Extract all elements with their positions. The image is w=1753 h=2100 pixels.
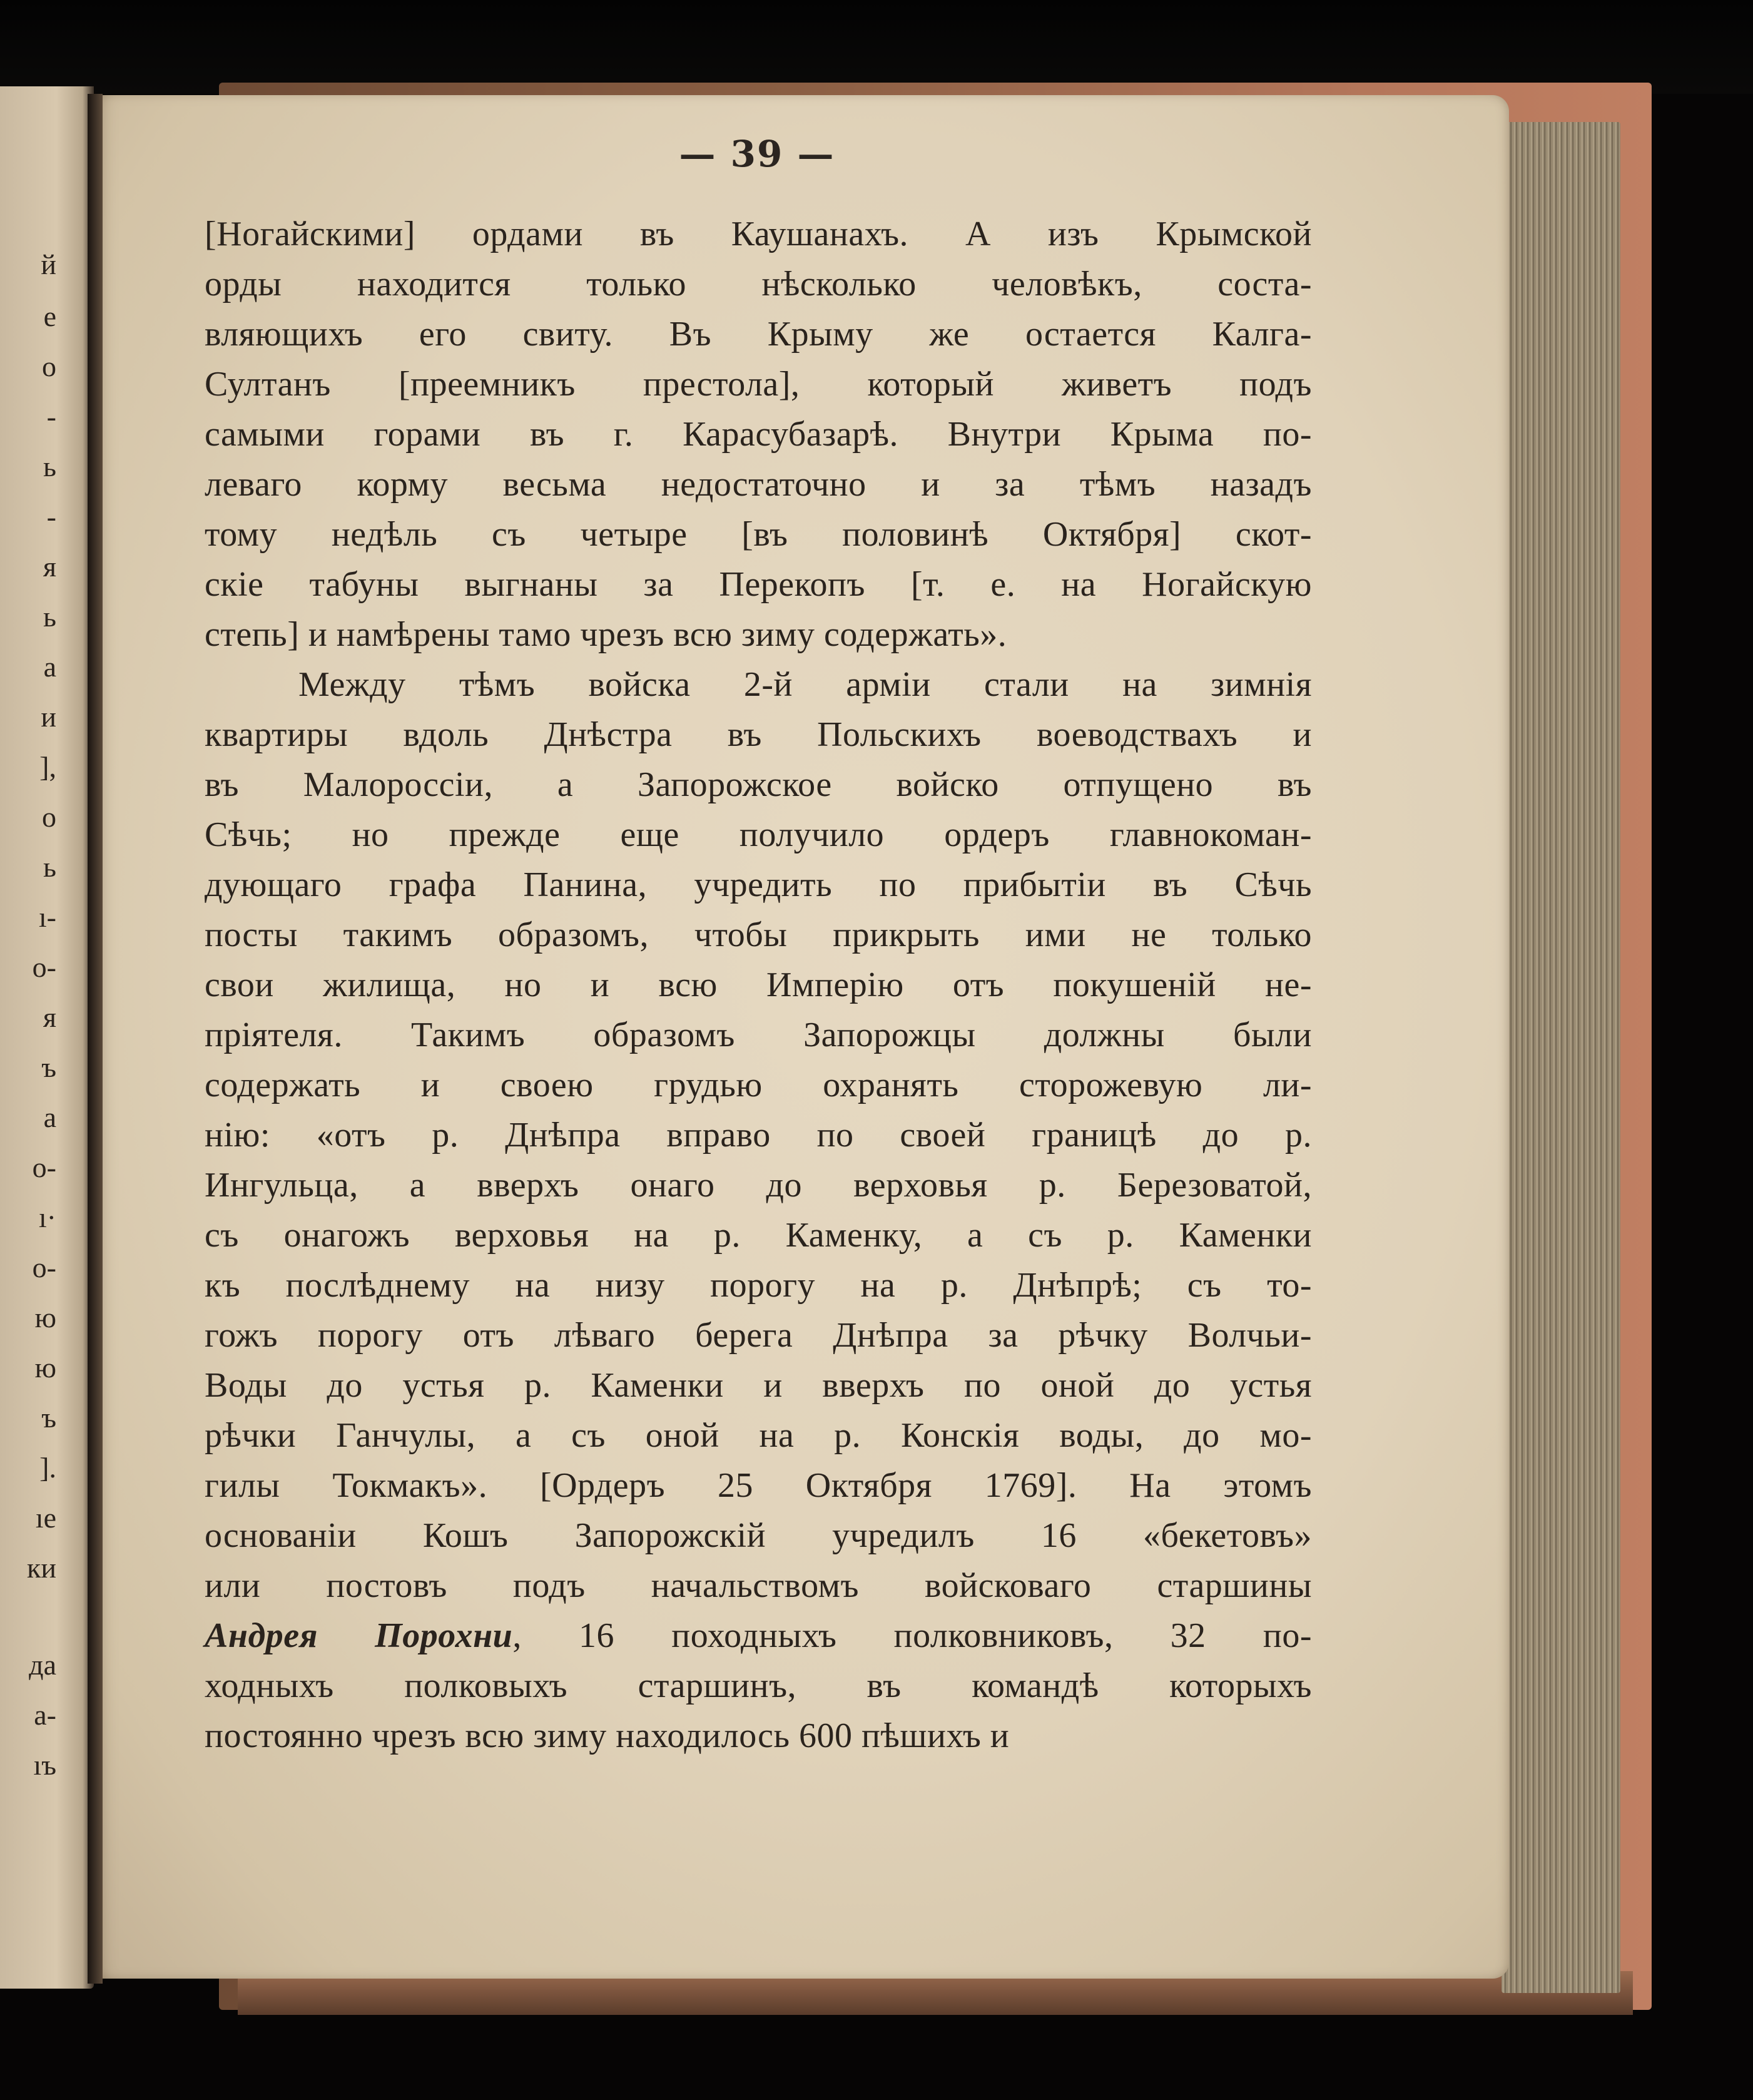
left-edge-char: ıъ	[33, 1749, 56, 1781]
person-name-italic: Андрея Порохни	[205, 1616, 513, 1655]
text-line: тому недѣль съ четыре [въ половинѣ Октября] скот-	[205, 515, 1312, 554]
left-edge-char: ı·	[38, 1201, 56, 1233]
left-edge-char: ю	[34, 1352, 56, 1384]
left-edge-char: -	[46, 501, 56, 533]
text-line: постоянно чрезъ всю зиму находилось 600 пѣшихъ и	[205, 1716, 1010, 1755]
left-edge-char: ю	[34, 1302, 56, 1333]
left-page-edge-text	[0, 86, 69, 1989]
text-line: самыми горами въ г. Карасубазарѣ. Внутри Крыма по-	[205, 415, 1312, 454]
text-line: гожъ порогу отъ лѣваго берега Днѣпра за рѣчку Волчьи-	[205, 1316, 1312, 1355]
left-edge-char: а-	[34, 1699, 56, 1731]
text-line: Султанъ [преемникъ престола], который живетъ подъ	[205, 365, 1312, 404]
text-line: Сѣчь; но прежде еще получило ордеръ главнокоман-	[205, 815, 1312, 854]
left-edge-char: я	[43, 1001, 56, 1033]
left-edge-char: ь	[43, 601, 56, 633]
dark-background	[0, 0, 1753, 94]
left-edge-char: я	[43, 551, 56, 583]
left-edge-char: е	[43, 300, 56, 332]
text-line: содержать и своею грудью охранять сторожевую ли-	[205, 1066, 1312, 1104]
text-line: Ингульца, а вверхъ онаго до верховья р. Березоватой,	[205, 1166, 1312, 1205]
page-number: — 39 —	[679, 133, 835, 175]
text-line: посты такимъ образомъ, чтобы прикрыть ими не только	[205, 915, 1312, 954]
left-edge-char: ],	[39, 751, 56, 783]
text-line: съ онагожъ верховья на р. Каменку, а съ р. Каменки	[205, 1216, 1312, 1255]
text-line: квартиры вдоль Днѣстра въ Польскихъ воеводствахъ и	[205, 715, 1312, 754]
page-text-body	[205, 209, 1312, 1761]
left-edge-char: й	[41, 248, 56, 280]
text-line-with-name	[205, 1611, 1312, 1661]
text-line: или постовъ подъ начальствомъ войсковаго старшины	[205, 1566, 1312, 1605]
left-edge-char: ].	[39, 1452, 56, 1484]
text-line: степь] и намѣрены тамо чрезъ всю зиму содержать».	[205, 615, 1007, 654]
text-line: свои жилища, но и всю Имперію отъ покушеній не-	[205, 966, 1312, 1004]
text-line: дующаго графа Панина, учредить по прибытіи въ Сѣчь	[205, 865, 1312, 904]
text-line: нію: «отъ р. Днѣпра вправо по своей границѣ до р.	[205, 1116, 1312, 1154]
text-line-paragraph-start: Между тѣмъ войска 2-й арміи стали на зимнія	[298, 665, 1312, 704]
left-edge-char: ь	[43, 851, 56, 883]
text-line: гилы Токмакъ». [Ордеръ 25 Октября 1769]. На этомъ	[205, 1466, 1312, 1505]
left-edge-char: о-	[32, 951, 56, 983]
left-edge-char: ки	[27, 1552, 56, 1584]
left-edge-char: ь	[43, 451, 56, 482]
text-line: вляющихъ его свиту. Въ Крыму же остается Калга-	[205, 315, 1312, 354]
text-line: Воды до устья р. Каменки и вверхъ по оной до устья	[205, 1366, 1312, 1405]
text-line: къ послѣднему на низу порогу на р. Днѣпрѣ; съ то-	[205, 1266, 1312, 1305]
text-line: ходныхъ полковыхъ старшинъ, въ командѣ которыхъ	[205, 1666, 1312, 1705]
text-line: [Ногайскими] ордами въ Каушанахъ. А изъ Крымской	[205, 215, 1312, 253]
left-edge-char: о-	[32, 1251, 56, 1283]
text-line: скіе табуны выгнаны за Перекопъ [т. е. на Ногайскую	[205, 565, 1312, 604]
page-stack-edge	[1501, 122, 1620, 1993]
left-edge-char: о-	[32, 1151, 56, 1183]
left-edge-char: о	[42, 350, 56, 382]
left-edge-char: а	[43, 651, 56, 683]
book-gutter	[88, 94, 103, 1984]
left-edge-char: о	[42, 801, 56, 833]
left-edge-char: ъ	[41, 1402, 56, 1434]
text-line: леваго корму весьма недостаточно и за тѣмъ назадъ	[205, 465, 1312, 504]
left-edge-char: -	[46, 400, 56, 432]
left-edge-char: и	[41, 701, 56, 733]
text-line: основаніи Кошъ Запорожскій учредилъ 16 «бекетовъ»	[205, 1516, 1312, 1555]
text-line: рѣчки Ганчулы, а съ оной на р. Конскія воды, до мо-	[205, 1416, 1312, 1455]
left-edge-char: ъ	[41, 1051, 56, 1083]
text-line-continuation: , 16 походныхъ полковниковъ, 32 по-	[512, 1616, 1312, 1655]
text-line: въ Малороссіи, а Запорожское войско отпущено въ	[205, 765, 1312, 804]
left-edge-char: да	[29, 1649, 56, 1681]
left-edge-char: ıе	[35, 1502, 56, 1534]
text-line: пріятеля. Такимъ образомъ Запорожцы должны были	[205, 1016, 1312, 1054]
left-edge-char: а	[43, 1101, 56, 1133]
text-line: орды находится только нѣсколько человѣкъ, соста-	[205, 265, 1312, 303]
left-edge-char: ı-	[38, 901, 56, 933]
left-facing-page	[0, 86, 94, 1989]
